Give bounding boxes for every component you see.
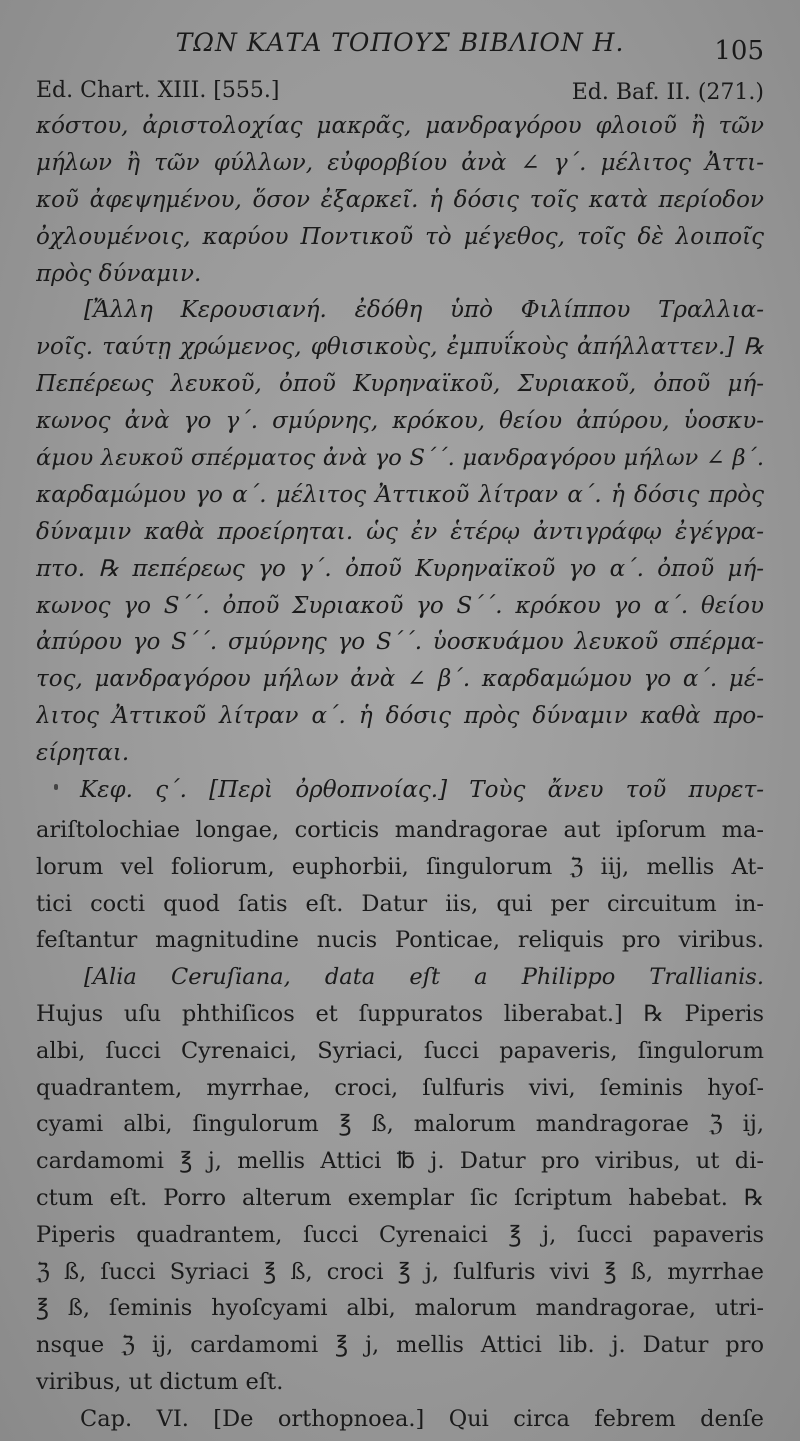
latin-line: tici cocti quod ſatis eſt. Datur iis, qui per circuitum in- (36, 890, 764, 917)
print-speck (54, 784, 58, 790)
page-number: 105 (714, 36, 764, 66)
greek-line: κόστου, ἀριστολοχίας μακρᾶς, μανδραγόρου φλοιοῦ ἢ τῶν (36, 113, 764, 139)
latin-line: ℨ ß, ſucci Syriaci ℥ ß, croci ℥ j, ſulfuris vivi ℥ ß, myrrhae (36, 1258, 764, 1285)
greek-line: [Ἄλλη Κερουσιανή. ἐδόθη ὑπὸ Φιλίππου Τραλλια- (84, 297, 764, 324)
edition-reference-right: Ed. Baf. II. (271.) (571, 80, 764, 105)
greek-line: κωνος ἀνὰ γο γ΄. σμύρνης, κρόκου, θείου ἀπύρου, ὑοσκυ- (36, 408, 764, 435)
latin-line: nsque ℨ ij, cardamomi ℥ j, mellis Attici lib. j. Datur pro (36, 1332, 764, 1359)
greek-line: δύναμιν καθὰ προείρηται. ὡς ἐν ἑτέρῳ ἀντιγράφῳ ἐγέγρα- (36, 518, 764, 545)
latin-line: Piperis quadrantem, ſucci Cyrenaici ℥ j, ſucci papaveris (36, 1221, 764, 1248)
running-title: ΤΩΝ ΚΑΤΑ ΤΟΠΟΥΣ ΒΙΒΛΙΟΝ Η. (175, 28, 625, 57)
latin-text-column (36, 812, 764, 1438)
latin-line: viribus, ut dictum eſt. (36, 1368, 284, 1395)
greek-line: πτο. ℞ πεπέρεως γο γ΄. ὀποῦ Κυρηναϊκοῦ γο α΄. ὀποῦ μή- (36, 555, 764, 582)
latin-line: ℥ ß, ſeminis hyoſcyami albi, malorum mandragorae, utri- (36, 1295, 764, 1322)
greek-line: μήλων ἢ τῶν φύλλων, εὐφορβίου ἀνὰ ∠ γ΄. μέλιτος Ἀττι- (36, 149, 764, 176)
greek-text-column (36, 108, 764, 809)
latin-line: Hujus uſu phthiſicos et ſuppuratos liberabat.] ℞ Piperis (36, 1000, 764, 1027)
greek-line: καρδαμώμου γο α΄. μέλιτος Ἀττικοῦ λίτραν α΄. ἡ δόσις πρὸς (36, 481, 764, 508)
greek-line: νοῖς. ταύτῃ χρώμενος, φθισικοὺς, ἐμπυΐκοὺς ἀπήλλαττεν.] ℞ (36, 334, 764, 361)
latin-line: albi, ſucci Cyrenaici, Syriaci, ſucci papaveris, ſingulorum (36, 1037, 764, 1064)
latin-line: ctum eſt. Porro alterum exemplar ſic ſcriptum habebat. ℞ (36, 1184, 764, 1211)
greek-line: κοῦ ἀφεψημένου, ὅσον ἐξαρκεῖ. ἡ δόσις τοῖς κατὰ περίοδον (36, 186, 764, 213)
latin-line: cyami albi, ſingulorum ℥ ß, malorum mandragorae ℨ ij, (36, 1111, 764, 1138)
latin-line: lorum vel foliorum, euphorbii, ſingulorum ℨ iij, mellis At- (36, 853, 764, 880)
edition-reference-left: Ed. Chart. XIII. [555.] (36, 78, 280, 103)
greek-line: πρὸς δύναμιν. (36, 260, 202, 287)
latin-line: [Alia Ceruſiana, data eſt a Philippo Trallianis. (84, 964, 764, 991)
greek-line: κωνος γο S΄΄. ὀποῦ Συριακοῦ γο S΄΄. κρόκου γο α΄. θείου (36, 592, 764, 619)
greek-line: είρηται. (36, 740, 130, 767)
greek-line: λιτος Ἀττικοῦ λίτραν α΄. ἡ δόσις πρὸς δύναμιν καθὰ προ- (36, 703, 764, 730)
greek-line: άμου λευκοῦ σπέρματος ἀνὰ γο S΄΄. μανδραγόρου μήλων ∠ β΄. (36, 445, 764, 472)
greek-line: ὀχλουμένοις, καρύου Ποντικοῦ τὸ μέγεθος, τοῖς δὲ λοιποῖς (36, 223, 764, 250)
greek-line: ἀπύρου γο S΄΄. σμύρνης γο S΄΄. ὑοσκυάμου λευκοῦ σπέρμα- (36, 629, 764, 656)
latin-line: feſtantur magnitudine nucis Ponticae, reliquis pro viribus. (36, 927, 764, 954)
latin-line: ariſtolochiae longae, corticis mandragorae aut ipſorum ma- (36, 817, 764, 843)
greek-line: τος, μανδραγόρου μήλων ἀνὰ ∠ β΄. καρδαμώμου γο α΄. μέ- (36, 666, 764, 693)
latin-line: Cap. VI. [De orthopnoea.] Qui circa febrem denſe (80, 1405, 764, 1432)
latin-line: quadrantem, myrrhae, croci, ſulfuris vivi, ſeminis hyoſ- (36, 1074, 764, 1101)
greek-line: Κεφ. ς΄. [Περὶ ὀρθοπνοίας.] Τοὺς ἄνευ τοῦ πυρετ- (80, 777, 764, 804)
latin-line: cardamomi ℥ j, mellis Attici ℔ j. Datur pro viribus, ut di- (36, 1148, 764, 1175)
greek-line: Πεπέρεως λευκοῦ, ὀποῦ Κυρηναϊκοῦ, Συριακοῦ, ὀποῦ μή- (36, 371, 764, 398)
